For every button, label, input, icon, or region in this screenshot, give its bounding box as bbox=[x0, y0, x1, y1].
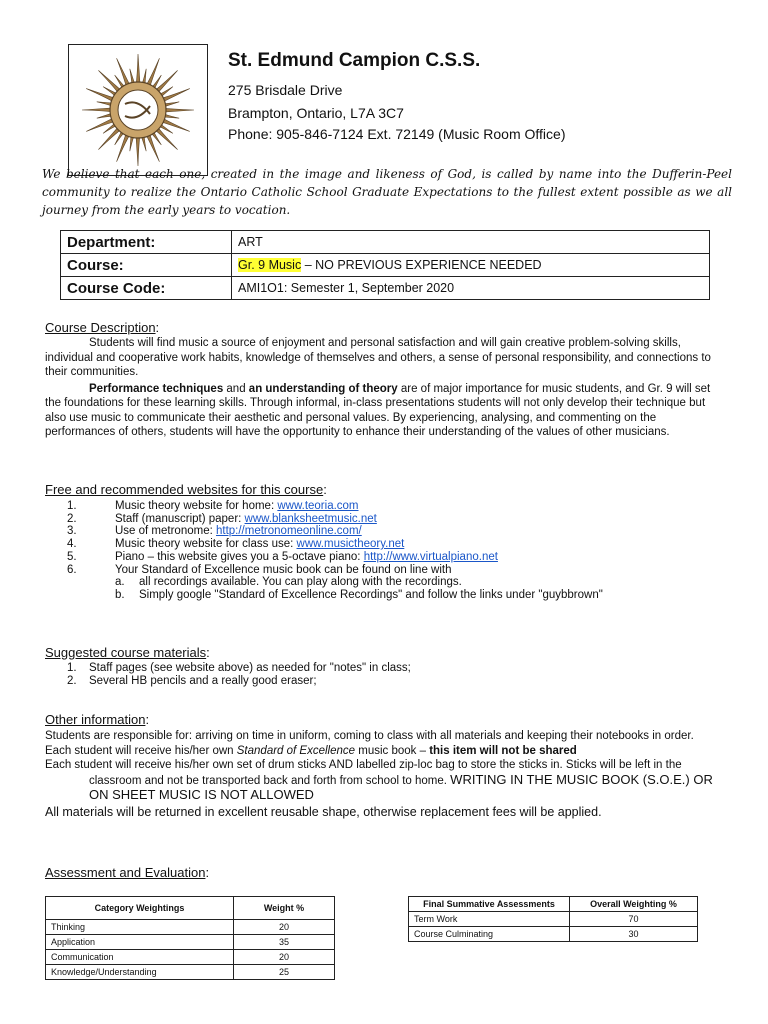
teoria-link[interactable]: www.teoria.com bbox=[277, 500, 359, 512]
music-book-text: Each student will receive his/her own Standard of Excellence music book – this item will not be shared bbox=[45, 744, 577, 757]
table-row: Knowledge/Understanding 25 bbox=[46, 965, 335, 980]
websites-list bbox=[45, 500, 735, 576]
department-row bbox=[61, 231, 710, 254]
list-item: a. all recordings available. You can play along with the recordings. bbox=[115, 576, 462, 589]
other-info-heading: Other information: bbox=[45, 712, 150, 727]
table-row: Course Culminating 30 bbox=[409, 927, 698, 942]
table-header-row bbox=[409, 897, 698, 912]
list-item: 6. Your Standard of Excellence music book can be found on line with bbox=[67, 563, 452, 576]
table-header-row bbox=[46, 897, 335, 920]
websites-heading: Free and recommended websites for this course: bbox=[45, 482, 327, 497]
sunburst-ray bbox=[136, 134, 140, 166]
table-row: Thinking 20 bbox=[46, 920, 335, 935]
drum-sticks-text: Each student will receive his/her own set of drum sticks AND labelled zip-loc bag to store the sticks in. Sticks will be left in the classroom and not be transported back and forth from school to home. WRITING IN THE MUSIC BOOK (S.O.E.) OR ON SHEET MUSIC IS NOT ALLOWED bbox=[45, 759, 713, 802]
list-item: 2. Staff (manuscript) paper: www.blanksheetmusic.net bbox=[67, 512, 377, 525]
course-description-body bbox=[45, 336, 725, 440]
musictheory-link[interactable]: www.musictheory.net bbox=[296, 538, 405, 551]
overall-weighting-header: Overall Weighting % bbox=[570, 897, 698, 912]
sunburst-ray bbox=[162, 108, 194, 112]
websites-list-container bbox=[45, 500, 735, 602]
address-line-2: Brampton, Ontario, L7A 3C7 bbox=[228, 105, 404, 121]
metronome-link[interactable]: http://metronomeonline.com/ bbox=[215, 525, 362, 538]
list-item: b. Simply google "Standard of Excellence Recordings" and follow the links under "guybbrown" bbox=[115, 588, 603, 601]
list-item: 4. Music theory website for class use: www.musictheory.net bbox=[67, 538, 405, 551]
course-code-row bbox=[61, 277, 710, 300]
category-header: Category Weightings bbox=[46, 897, 234, 920]
course-value bbox=[232, 254, 710, 277]
list-item: 1. Music theory website for home: www.teoria.com bbox=[67, 500, 359, 512]
list-item: 5. Piano – this website gives you a 5-octave piano: http://www.virtualpiano.net bbox=[67, 550, 498, 563]
school-name: St. Edmund Campion C.S.S. bbox=[228, 50, 481, 71]
address-line-1: 275 Brisdale Drive bbox=[228, 82, 343, 98]
virtualpiano-link[interactable]: http://www.virtualpiano.net bbox=[363, 550, 498, 563]
course-code-value: AMI1O1: Semester 1, September 2020 bbox=[232, 277, 710, 300]
final-summative-table bbox=[408, 896, 698, 942]
weight-header: Weight % bbox=[234, 897, 335, 920]
blanksheetmusic-link[interactable]: www.blanksheetmusic.net bbox=[244, 512, 377, 525]
school-crest-icon bbox=[78, 50, 198, 170]
phone-line: Phone: 905-846-7124 Ext. 72149 (Music Room Office) bbox=[228, 126, 566, 142]
final-assessment-header: Final Summative Assessments bbox=[409, 897, 570, 912]
department-value: ART bbox=[232, 231, 710, 254]
sunburst-ray bbox=[136, 54, 140, 86]
sunburst-ray bbox=[82, 108, 114, 112]
responsibilities-text: Students are responsible for: arriving on time in uniform, coming to class with all materials and keeping their notebooks in order. bbox=[45, 730, 694, 742]
table-row: Term Work 70 bbox=[409, 912, 698, 927]
other-info-body bbox=[45, 729, 725, 820]
table-row: Application 35 bbox=[46, 935, 335, 950]
materials-heading: Suggested course materials: bbox=[45, 645, 210, 660]
department-label: Department: bbox=[61, 231, 232, 254]
course-row bbox=[61, 254, 710, 277]
table-row: Communication 20 bbox=[46, 950, 335, 965]
replacement-fees-text: All materials will be returned in excellent reusable shape, otherwise replacement fees will be applied. bbox=[45, 804, 602, 819]
mission-statement: We believe that each one, created in the image and likeness of God, is called by name into the Dufferin-Peel community to realize the Ontario Catholic School Graduate Expectations to the fullest extent possible as we all journey from the early years to vocation. bbox=[42, 167, 732, 217]
materials-list bbox=[45, 662, 735, 687]
websites-sublist bbox=[45, 576, 735, 601]
school-logo-frame bbox=[68, 44, 208, 176]
course-info-table bbox=[60, 230, 710, 300]
list-item: 1. Staff pages (see website above) as needed for "notes" in class; bbox=[67, 662, 411, 674]
course-label: Course: bbox=[61, 254, 232, 277]
course-description-heading: Course Description: bbox=[45, 320, 160, 335]
list-item: 2. Several HB pencils and a really good eraser; bbox=[67, 674, 317, 687]
materials-list-container bbox=[45, 662, 735, 687]
description-paragraph-1: Students will find music a source of enjoyment and personal satisfaction and will gain creative problem-solving skills, individual and cooperative work habits, knowledge of themselves and others, a sense of personal responsibility, and connections to their communities. bbox=[45, 337, 711, 378]
description-paragraph-2: Performance techniques and an understanding of theory are of major importance for music students, and Gr. 9 will set the foundations for these learning skills. Through informal, in-class presentations students will not only develop their technique but also use music to communicate their aesthetic and personal values. By experiencing, analysing, and commenting on the performances of others, students will have the opportunity to enhance their understanding of the values of other musicians. bbox=[45, 382, 711, 438]
assessment-heading: Assessment and Evaluation: bbox=[45, 865, 210, 880]
list-item: 3. Use of metronome: http://metronomeonline.com/ bbox=[67, 525, 362, 538]
category-weightings-table bbox=[45, 896, 335, 980]
course-note: – NO PREVIOUS EXPERIENCE NEEDED bbox=[301, 258, 542, 272]
course-code-label: Course Code: bbox=[61, 277, 232, 300]
course-highlight: Gr. 9 Music bbox=[238, 258, 302, 272]
